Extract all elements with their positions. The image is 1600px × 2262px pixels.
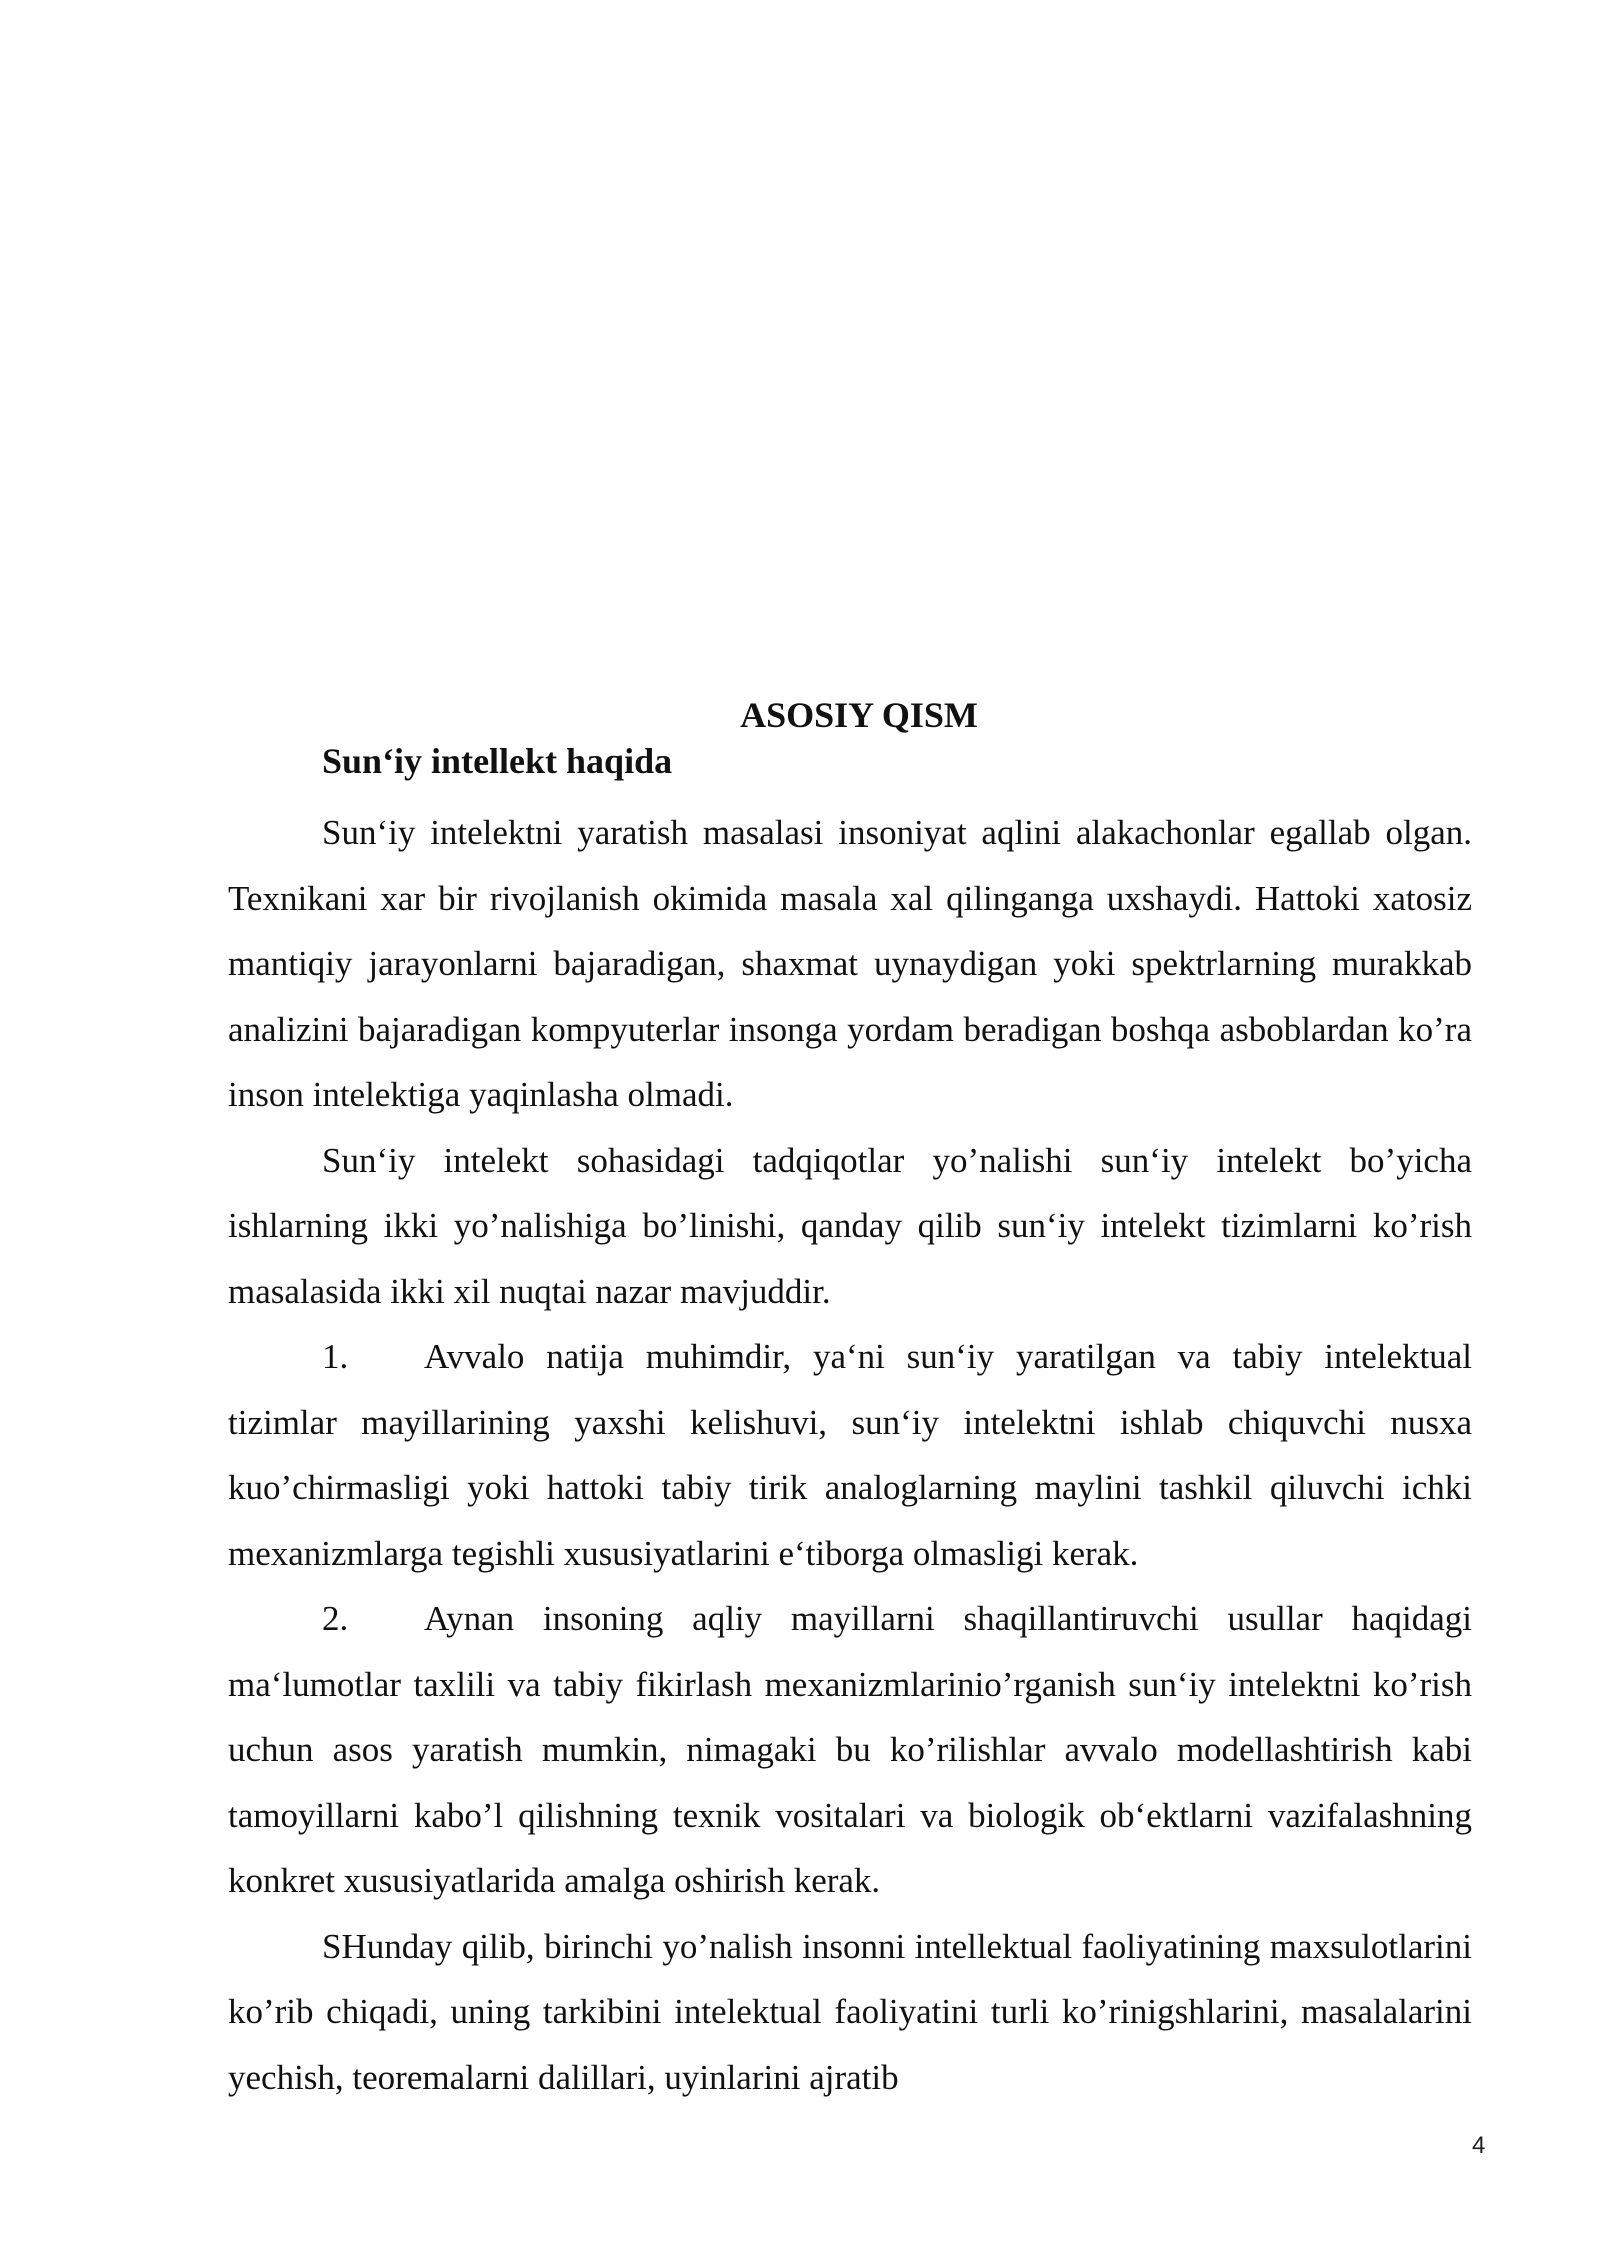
page-number: 4 — [1472, 2132, 1486, 2159]
numbered-list-item — [228, 1586, 1472, 1914]
paragraph: SHunday qilib, birinchi yo’nalish insonni intellektual faoliyatining maxsulotlarini ko’rib chiqadi, uning tarkibini intelektual faoliyatini turli ko’rinigshlarini, masalalarini yechish, teoremalarni dalillari, uyinlarini ajratib — [228, 1926, 1472, 2097]
list-item-number: 1. — [322, 1337, 349, 1376]
paragraph: Sun‘iy intelektni yaratish masalasi insoniyat aqlini alakachonlar egallab olgan. Texnikani xar bir rivojlanish okimida masala xal qilinganga uxshaydi. Hattoki xatosiz mantiqiy jarayonlarni bajaradigan, shaxmat uynaydigan yoki spektrlarning murakkab analizini bajaradigan kompyuterlar insonga yordam beradigan boshqa asboblardan ko’ra inson intelektiga yaqinlasha olmadi. — [228, 813, 1472, 1114]
document-body — [228, 800, 1472, 2110]
list-item-number: 2. — [322, 1599, 349, 1638]
paragraph: Sun‘iy intelekt sohasidagi tadqiqotlar yo’nalishi sun‘iy intelekt bo’yicha ishlarning ikki yo’nalishiga bo’linishi, qanday qilib sun‘iy intelekt tizimlarni ko’rish masalasida ikki xil nuqtai nazar mavjuddir. — [228, 1140, 1472, 1311]
numbered-list-item — [228, 1324, 1472, 1586]
list-item-text: Aynan insoning aqliy mayillarni shaqillantiruvchi usullar haqidagi ma‘lumotlar taxlili va tabiy fikirlash mexanizmlarinio’rganish sun‘iy intelektni ko’rish uchun asos yaratish mumkin, nimagaki bu ko’rilishlar avvalo modellashtirish kabi tamoyillarni kabo’l qilishning texnik vositalari va biologik ob‘ektlarni vazifalashning konkret xususiyatlarida amalga oshirish kerak. — [228, 1599, 1472, 1900]
list-item-text: Avvalo natija muhimdir, ya‘ni sun‘iy yaratilgan va tabiy intelektual tizimlar mayillarining yaxshi kelishuvi, sun‘iy intelektni ishlab chiquvchi nusxa kuo’chirmasligi yoki hattoki tabiy tirik analoglarning maylini tashkil qiluvchi ichki mexanizmlarga tegishli xususiyatlarini e‘tiborga olmasligi kerak. — [228, 1337, 1472, 1573]
section-subtitle: Sun‘iy intellekt haqida — [322, 741, 673, 781]
section-title: ASOSIY QISM — [740, 695, 978, 735]
